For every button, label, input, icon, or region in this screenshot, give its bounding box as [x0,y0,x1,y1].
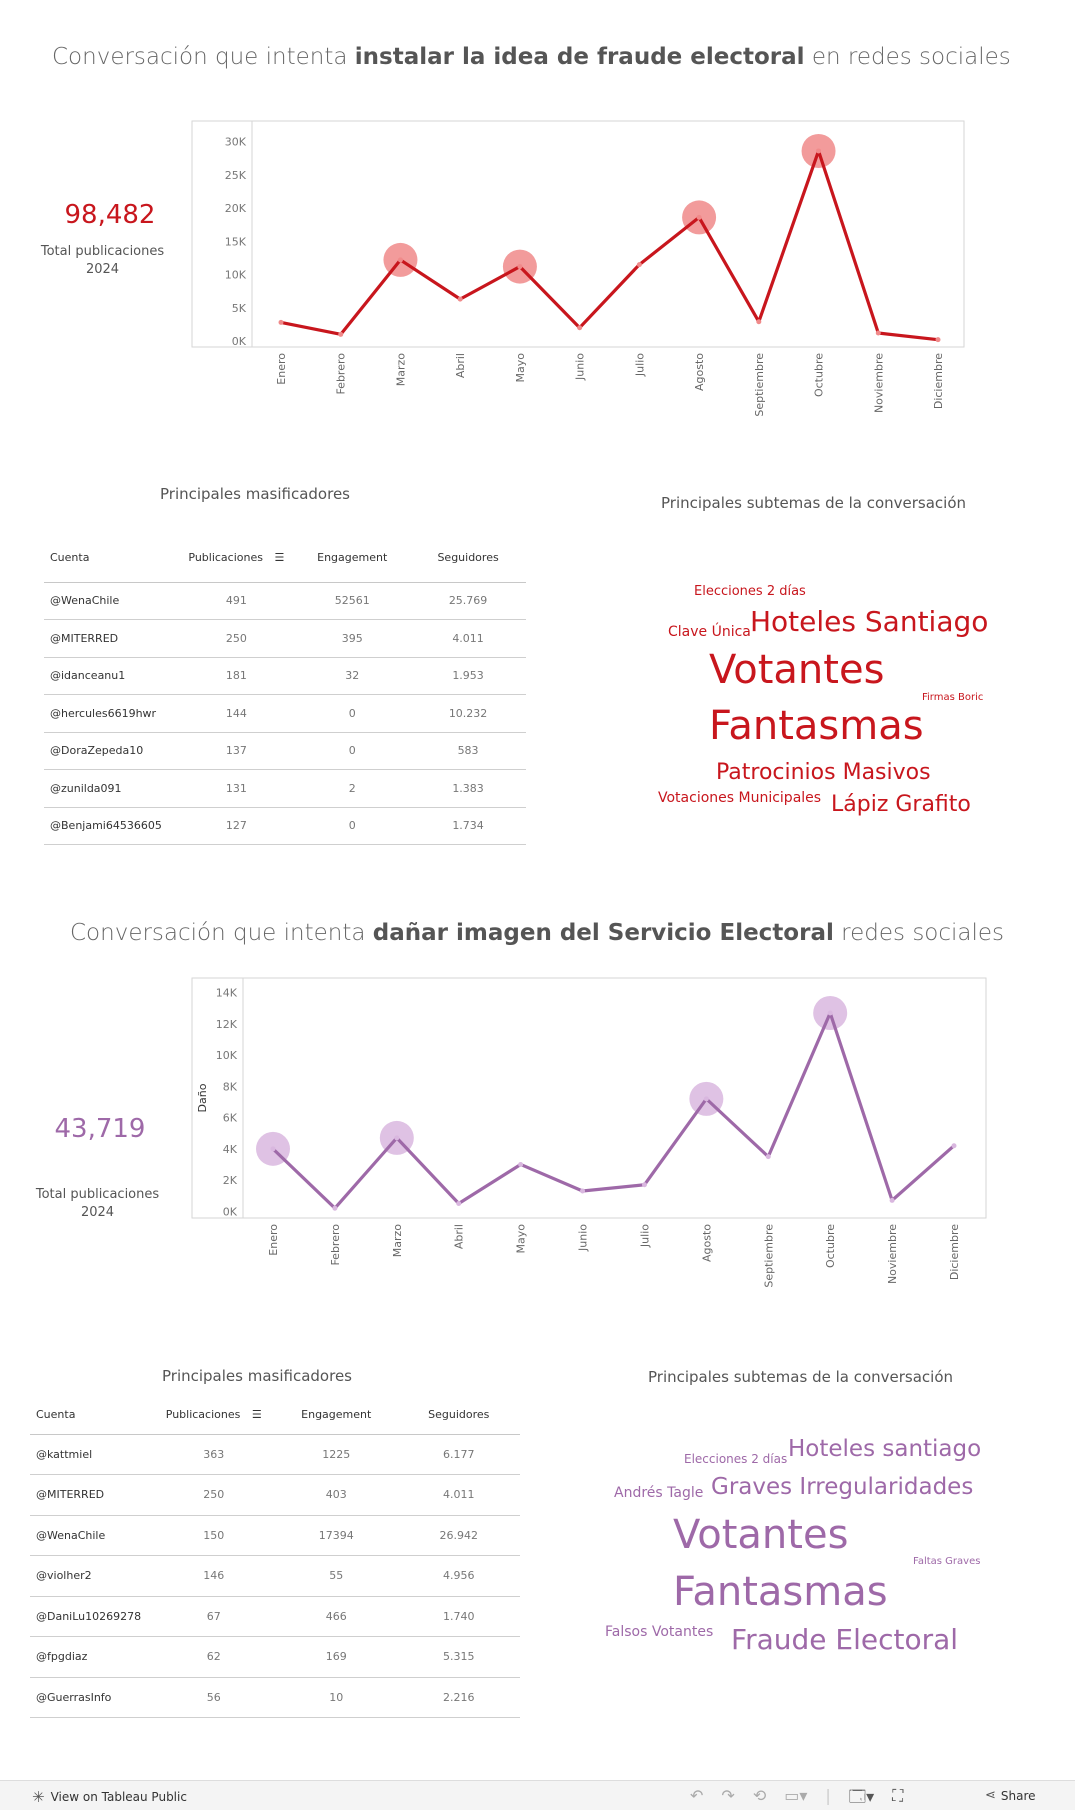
data-point-diciembre [952,1143,957,1148]
cell-seguidores: 4.011 [398,1475,521,1516]
x-tick-label: Junio [576,1224,590,1251]
chart-frame [192,978,986,1218]
section2-title-post: redes sociales [833,920,1005,946]
table-row [44,695,526,733]
data-point-julio [642,1182,647,1187]
cloud-word: Andrés Tagle [614,1485,704,1501]
cell-seguidores: 1.953 [410,657,526,695]
x-tick-label: Junio [573,353,587,380]
cell-cuenta: @idanceanu1 [44,657,178,695]
section1-total-label-line1: Total publicaciones [40,244,165,259]
y-tick-label: 6K [222,1111,237,1125]
cloud-word: Clave Única [668,624,751,640]
refresh-icon[interactable]: ▭▾ [784,1786,808,1805]
cell-publicaciones: 181 [178,657,294,695]
data-point-marzo [394,1135,399,1140]
cloud-word: Graves Irregularidades [711,1474,974,1500]
redo-icon[interactable]: ↷ [721,1786,735,1805]
cloud-word: Falsos Votantes [605,1624,714,1640]
table-row [44,657,526,695]
share-button[interactable] [985,1788,1036,1803]
y-tick-label: 10K [224,268,246,282]
section1-table [44,534,526,845]
cell-publicaciones: 250 [153,1475,276,1516]
cell-publicaciones: 363 [153,1434,276,1475]
y-axis-label: Daño [196,1083,209,1113]
cell-cuenta: @WenaChile [44,582,178,620]
y-tick-label: 14K [215,986,237,1000]
cell-engagement: 1225 [275,1434,398,1475]
x-tick-label: Septiembre [752,353,766,417]
section1-total-label [30,243,175,279]
y-tick-label: 4K [222,1142,237,1156]
data-point-octubre [816,148,821,153]
cell-seguidores: 583 [410,732,526,770]
fullscreen-icon[interactable]: ⛶ [892,1786,904,1805]
cell-seguidores: 26.942 [398,1515,521,1556]
cell-cuenta: @hercules6619hwr [44,695,178,733]
x-tick-label: Julio [633,353,647,377]
data-point-septiembre [766,1154,771,1159]
x-tick-label: Diciembre [932,353,945,410]
x-tick-label: Abril [454,353,468,379]
sort-icon[interactable]: ☰ [274,551,285,565]
cloud-word: Elecciones 2 días [684,1452,788,1466]
y-tick-label: 10K [215,1049,237,1063]
data-point-febrero [332,1206,337,1211]
cell-publicaciones: 250 [178,620,294,658]
cloud-word: Fantasmas [673,1569,888,1615]
cell-seguidores: 4.011 [410,620,526,658]
cell-seguidores: 5.315 [398,1637,521,1678]
table-row [44,732,526,770]
cell-cuenta: @DaniLu10269278 [30,1596,153,1637]
cell-publicaciones: 62 [153,1637,276,1678]
section1-title-pre: Conversación que intenta [52,44,355,70]
cell-seguidores: 4.956 [398,1556,521,1597]
data-point-diciembre [936,337,941,342]
section2-title-bold: dañar imagen del Servicio Electoral [372,920,834,946]
cell-engagement: 52561 [294,582,410,620]
cell-engagement: 169 [275,1637,398,1678]
x-tick-label: Enero [267,1224,280,1256]
y-tick-label: 5K [231,301,246,315]
cloud-word: Firmas Boric [922,692,984,703]
table-row [30,1434,520,1475]
col-cuenta[interactable]: Cuenta [44,534,178,582]
cloud-word: Lápiz Grafito [831,792,971,817]
y-tick-label: 15K [224,235,246,249]
x-tick-label: Octubre [812,353,826,398]
col-engagement[interactable]: Engagement [275,1396,398,1434]
table-row [44,770,526,808]
cloud-word: Votantes [673,1512,849,1558]
x-tick-label: Agosto [700,1224,714,1263]
table-row [44,620,526,658]
cell-cuenta: @WenaChile [30,1515,153,1556]
col-seguidores[interactable]: Seguidores [398,1396,521,1434]
data-point-febrero [338,332,343,337]
data-point-abril [458,297,463,302]
x-tick-label: Enero [275,353,288,385]
table-row [30,1556,520,1597]
section2-total-label-line2: 2024 [80,1205,115,1220]
section2-total-label-line1: Total publicaciones [35,1187,160,1202]
cloud-word: Elecciones 2 días [694,584,806,599]
x-tick-label: Diciembre [948,1224,961,1281]
data-point-agosto [697,215,702,220]
y-tick-label: 25K [224,168,246,182]
cloud-word: Votaciones Municipales [658,790,822,806]
chart1-line-chart [190,118,970,418]
cell-engagement: 466 [275,1596,398,1637]
cell-publicaciones: 67 [153,1596,276,1637]
x-tick-label: Octubre [824,1224,838,1269]
data-point-noviembre [876,331,881,336]
cloud-word: Hoteles santiago [788,1436,982,1462]
x-tick-label: Septiembre [762,1224,776,1288]
cloud-word: Fraude Electoral [731,1623,959,1656]
col-publicaciones-label: Publicaciones [165,1408,241,1422]
x-tick-label: Mayo [513,353,527,383]
cell-cuenta: @Benjami64536605 [44,807,178,845]
cell-publicaciones: 137 [178,732,294,770]
cell-publicaciones: 127 [178,807,294,845]
cell-seguidores: 6.177 [398,1434,521,1475]
tableau-footer [0,1780,1075,1810]
y-tick-label: 8K [222,1080,237,1094]
section2-total-label [25,1186,170,1222]
section2-title-pre: Conversación que intenta [70,920,373,946]
cell-cuenta: @violher2 [30,1556,153,1597]
table-row [30,1515,520,1556]
data-point-enero [271,1146,276,1151]
cell-engagement: 32 [294,657,410,695]
cell-cuenta: @MITERRED [44,620,178,658]
table-row [30,1677,520,1718]
cell-engagement: 0 [294,695,410,733]
cell-engagement: 2 [294,770,410,808]
cell-cuenta: @MITERRED [30,1475,153,1516]
data-point-octubre [828,1010,833,1015]
data-point-mayo [518,1162,523,1167]
section2-total-value: 43,719 [54,1114,146,1144]
cell-engagement: 17394 [275,1515,398,1556]
chart-frame [192,121,964,347]
data-point-agosto [704,1096,709,1101]
col-engagement[interactable]: Engagement [294,534,410,582]
col-cuenta[interactable]: Cuenta [30,1396,153,1434]
x-tick-label: Julio [638,1224,652,1248]
cell-engagement: 0 [294,807,410,845]
section1-cloud-title: Principales subtemas de la conversación [661,494,967,512]
y-tick-label: 2K [222,1174,237,1188]
cloud-word: Votantes [709,647,885,693]
table-row [44,807,526,845]
y-tick-label: 12K [215,1017,237,1031]
revert-icon[interactable]: ⟲ [752,1786,767,1805]
section2-table-title: Principales masificadores [162,1367,352,1385]
cell-publicaciones: 144 [178,695,294,733]
y-tick-label: 20K [224,202,246,216]
sort-icon[interactable]: ☰ [251,1408,262,1422]
section2-cloud-title: Principales subtemas de la conversación [648,1368,954,1386]
cell-engagement: 0 [294,732,410,770]
section1-total-value: 98,482 [64,200,156,230]
undo-icon[interactable]: ↶ [690,1786,704,1805]
cell-publicaciones: 146 [153,1556,276,1597]
tableau-logo-icon: ✳ [32,1788,45,1806]
data-point-julio [637,262,642,267]
cell-seguidores: 2.216 [398,1677,521,1718]
cell-publicaciones: 150 [153,1515,276,1556]
data-point-junio [580,1189,585,1194]
section2-title [70,920,1004,946]
cell-cuenta: @kattmiel [30,1434,153,1475]
cloud-word: Hoteles Santiago [750,605,989,638]
cell-publicaciones: 56 [153,1677,276,1718]
table-row [44,582,526,620]
table-row [30,1596,520,1637]
cell-engagement: 403 [275,1475,398,1516]
toolbar [690,1786,903,1813]
section1-title-post: en redes sociales [804,44,1011,70]
cell-publicaciones: 491 [178,582,294,620]
cell-engagement: 10 [275,1677,398,1718]
share-label: Share [1000,1788,1036,1803]
cloud-word: Patrocinios Masivos [716,760,931,785]
cell-cuenta: @zunilda091 [44,770,178,808]
cell-publicaciones: 131 [178,770,294,808]
view-on-tableau-label: View on Tableau Public [50,1790,187,1804]
x-tick-label: Febrero [328,1224,342,1266]
col-publicaciones-label: Publicaciones [188,551,263,565]
col-publicaciones[interactable] [153,1396,276,1434]
cell-seguidores: 25.769 [410,582,526,620]
y-tick-label: 30K [224,135,246,149]
table-header-row [30,1396,520,1434]
data-point-junio [577,325,582,330]
x-tick-label: Noviembre [872,353,886,414]
col-publicaciones[interactable] [178,534,294,582]
cell-engagement: 395 [294,620,410,658]
x-tick-label: Agosto [693,353,707,392]
data-point-mayo [517,264,522,269]
x-tick-label: Noviembre [886,1224,900,1285]
cell-seguidores: 10.232 [410,695,526,733]
cell-cuenta: @fpgdiaz [30,1637,153,1678]
x-tick-label: Marzo [394,353,408,387]
cell-cuenta: @GuerrasInfo [30,1677,153,1718]
section1-title [52,44,1011,70]
cell-cuenta: @DoraZepeda10 [44,732,178,770]
data-point-abril [456,1201,461,1206]
x-tick-label: Febrero [334,353,348,395]
toolbar-divider: | [825,1786,831,1805]
data-point-septiembre [756,319,761,324]
x-tick-label: Mayo [514,1224,528,1254]
y-tick-label: 0K [222,1205,237,1219]
section2-table [30,1396,520,1718]
section1-title-bold: instalar la idea de fraude electoral [354,44,805,70]
section1-total-label-line2: 2024 [85,262,120,277]
col-seguidores[interactable]: Seguidores [410,534,526,582]
data-point-noviembre [890,1198,895,1203]
cell-seguidores: 1.734 [410,807,526,845]
data-point-marzo [398,257,403,262]
share-icon: ⋖ [985,1788,996,1803]
y-tick-label: 0K [231,335,246,348]
x-tick-label: Abril [452,1224,466,1250]
data-point-enero [279,320,284,325]
table-row [30,1637,520,1678]
chart2-line-chart [190,976,990,1296]
download-icon[interactable]: 🗔▾ [848,1787,875,1806]
view-on-tableau-link[interactable] [32,1788,187,1806]
cloud-word: Fantasmas [709,703,924,749]
x-tick-label: Marzo [390,1224,404,1258]
table-header-row [44,534,526,582]
cloud-word: Faltas Graves [913,1556,981,1567]
table-row [30,1475,520,1516]
cell-engagement: 55 [275,1556,398,1597]
cell-seguidores: 1.383 [410,770,526,808]
cell-seguidores: 1.740 [398,1596,521,1637]
section1-table-title: Principales masificadores [160,485,350,503]
